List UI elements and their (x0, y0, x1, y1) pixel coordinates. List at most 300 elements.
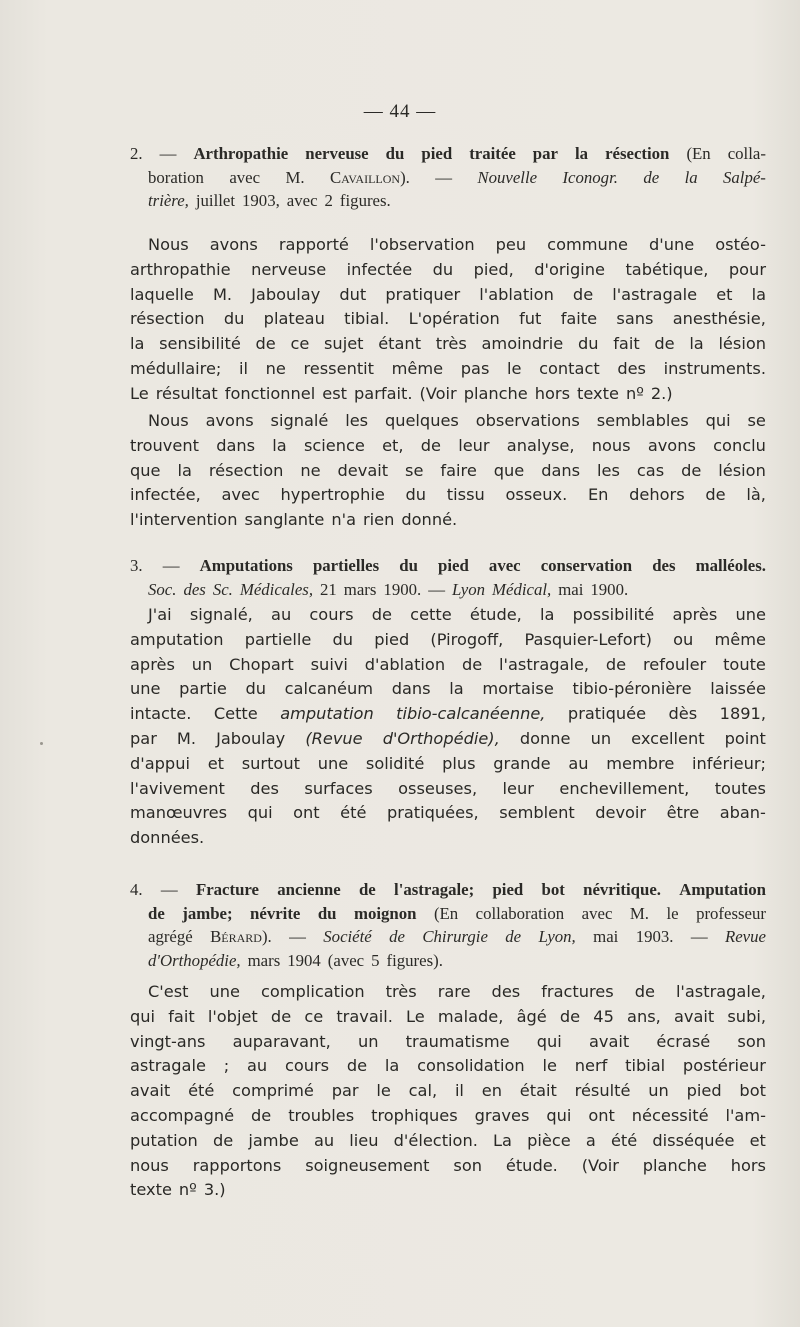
text-line (130, 409, 766, 434)
word: pièce (527, 1130, 571, 1150)
word: trophiques (371, 1105, 458, 1125)
word: solidité (365, 753, 425, 773)
word: consolidation (417, 1056, 525, 1076)
word: pied (686, 1081, 722, 1101)
word: pied (421, 144, 453, 163)
word: — (690, 927, 708, 947)
word: le (376, 1081, 391, 1101)
word: être (666, 803, 700, 823)
word: malade, (437, 1006, 504, 1026)
word: — (428, 579, 445, 599)
word: aban- (719, 803, 766, 823)
word: En (587, 485, 609, 505)
word: fonctionnel (224, 383, 316, 403)
word: l'astragale, (499, 654, 590, 674)
word: Amputations (199, 556, 293, 575)
word: les (345, 411, 369, 430)
word: ou (673, 629, 694, 649)
word: tibial (625, 1056, 666, 1076)
text-line (130, 980, 766, 1005)
text-line (130, 727, 766, 752)
word: et (716, 284, 733, 304)
word: avec (229, 167, 261, 187)
word: tissu (446, 485, 485, 505)
word: ostéo- (715, 235, 766, 254)
text-line (130, 603, 766, 628)
word: est (322, 383, 348, 403)
word: fractures (541, 982, 614, 1001)
word: et (207, 753, 224, 773)
word: juillet (195, 191, 236, 211)
word: des (652, 556, 676, 575)
word: Nouvelle (477, 167, 538, 187)
word: le (666, 903, 679, 923)
reference-line (130, 949, 766, 973)
word: texte (130, 1180, 172, 1200)
word: 4. (130, 880, 143, 899)
text-line (130, 653, 766, 678)
word: pratiquer (385, 284, 461, 304)
word: devoir (595, 803, 647, 823)
word: n'a (331, 510, 356, 530)
text-line (130, 777, 766, 802)
word: sensibilité (159, 334, 241, 354)
word: résection (130, 309, 205, 329)
text-line (130, 677, 766, 702)
word: jambe; (182, 903, 233, 923)
word: cas (636, 460, 665, 480)
word: de (559, 1006, 581, 1026)
word: la (575, 144, 589, 163)
word: laquelle (130, 284, 194, 304)
word: M. (176, 728, 197, 748)
word: d'ablation (364, 654, 446, 674)
word: planche (642, 1155, 707, 1175)
word: ont (293, 803, 320, 823)
word: étude, (469, 605, 522, 624)
word: il (239, 358, 249, 378)
word: qui (130, 1006, 156, 1026)
reference-line (130, 189, 766, 213)
reference-line (130, 142, 766, 166)
word: — (289, 927, 306, 947)
paper-speck (40, 742, 43, 745)
word: résultat (155, 383, 218, 403)
word: (Pirogoff, (430, 629, 504, 649)
word: et, (382, 435, 404, 455)
word: Cavaillon). (329, 167, 410, 187)
word: 1891, (719, 704, 766, 724)
word: après (130, 654, 175, 674)
word: médullaire; (130, 358, 222, 378)
word: résection (208, 460, 284, 480)
word: amoindrie (481, 334, 564, 354)
word: dut (339, 284, 367, 304)
paragraph (130, 603, 766, 851)
word: Bérard). (210, 927, 272, 947)
word: de (148, 903, 165, 923)
word: 5 (371, 950, 380, 970)
word: devait (337, 460, 389, 480)
word: pratiquées, (386, 803, 479, 823)
word: subi, (727, 1006, 766, 1026)
word: 1903, (242, 191, 280, 211)
word: postérieur (682, 1056, 766, 1076)
word: âgé (516, 1006, 547, 1026)
word: planche (463, 383, 528, 403)
word: 2.) (650, 383, 673, 403)
word: avec (581, 903, 613, 923)
reference-line (130, 554, 766, 578)
text-line (130, 434, 766, 459)
word: complication (260, 982, 365, 1001)
word: faire (440, 460, 477, 480)
word: 3.) (203, 1180, 226, 1200)
word: hors (730, 1155, 766, 1175)
word: écrasé (656, 1031, 711, 1051)
reference-entry-3 (130, 554, 766, 601)
word: Nous (148, 235, 189, 254)
word: de (358, 880, 376, 899)
word: Le (130, 383, 149, 403)
word: de (605, 654, 627, 674)
word: astragale (130, 1056, 206, 1076)
word: névritique. (583, 880, 661, 899)
word: de (212, 1130, 234, 1150)
word: (En (686, 144, 711, 163)
word: partielles (312, 556, 380, 575)
word: texte (577, 383, 619, 403)
word: observations (475, 411, 580, 430)
word: l'astragale, (675, 982, 766, 1001)
text-line (130, 1005, 766, 1030)
word: des (250, 778, 279, 798)
word: figures. (339, 191, 391, 211)
word: de (346, 1056, 368, 1076)
word: lieu (349, 1130, 379, 1150)
word: son (453, 1155, 483, 1175)
word: traumatisme (405, 1031, 510, 1051)
word: parfait. (354, 383, 413, 403)
word: nous (591, 435, 631, 455)
word: de (461, 654, 483, 674)
text-line (130, 357, 766, 382)
word: de (371, 605, 392, 624)
text-line (130, 628, 766, 653)
word: rapportons (192, 1155, 282, 1175)
word: la (540, 605, 555, 624)
word: le (507, 358, 522, 378)
word: ; (223, 1056, 230, 1076)
word: Jaboulay (251, 284, 321, 304)
text-line (130, 508, 766, 533)
word: laissée (710, 679, 766, 699)
word: du (432, 259, 454, 279)
word: par (130, 728, 157, 748)
word: Salpé- (723, 167, 766, 187)
word: dans (391, 679, 431, 699)
word: était (519, 1081, 557, 1101)
word: jambe (248, 1130, 299, 1150)
word: avait (673, 1006, 715, 1026)
word: nous (130, 1155, 169, 1175)
word: rare (437, 982, 471, 1001)
word: du (577, 334, 599, 354)
word: graves (474, 1105, 530, 1125)
word: ne (300, 460, 321, 480)
word: dehors (629, 485, 685, 505)
word: un (648, 1081, 669, 1101)
word: anesthésie, (672, 309, 766, 329)
word: accompagné (130, 1105, 235, 1125)
word: calcanéum (284, 679, 374, 699)
word: M. (629, 903, 649, 923)
word: infectée (346, 259, 413, 279)
word: l'astragale; (394, 880, 475, 899)
word: qui (247, 803, 273, 823)
text-line (130, 1030, 766, 1055)
word: cal, (408, 1081, 438, 1101)
word: mai (558, 579, 584, 599)
word: lésion (718, 334, 766, 354)
text-line (130, 1178, 766, 1203)
word: de (505, 927, 522, 947)
word: en (481, 1081, 502, 1101)
word: cours (284, 1056, 330, 1076)
word: fait (613, 334, 640, 354)
word: J'ai (148, 605, 172, 624)
word: et (749, 1130, 766, 1150)
word: — (160, 880, 178, 899)
word: 3. (130, 556, 143, 575)
word: d'élection. (393, 1130, 478, 1150)
word: Lyon (451, 579, 486, 599)
word: sujet (324, 334, 364, 354)
word: Nous (148, 411, 189, 430)
word: très (435, 334, 467, 354)
word: Médical, (492, 579, 552, 599)
word: conclu (713, 435, 766, 455)
word: (Voir (419, 383, 457, 403)
word: la (130, 334, 145, 354)
word: au (313, 1130, 335, 1150)
word: le (542, 1056, 557, 1076)
word: leur (458, 435, 490, 455)
word: résulté (574, 1081, 631, 1101)
page-number: — 44 — (363, 101, 437, 122)
word: plateau (263, 309, 325, 329)
word: agrégé (148, 927, 193, 947)
word: de (572, 284, 594, 304)
word: contact (539, 358, 600, 378)
word: 1903. (635, 927, 674, 947)
word: semblent (499, 803, 575, 823)
word: — (435, 167, 453, 187)
word: ont (588, 1105, 615, 1125)
word: trière, (148, 191, 189, 211)
word: la (177, 460, 192, 480)
word: étude. (505, 1155, 558, 1175)
word: un (357, 1031, 379, 1051)
word: données. (130, 828, 205, 848)
word: donné. (401, 510, 458, 530)
word: disséquée (652, 1130, 735, 1150)
word: tibio-calcanéenne, (396, 704, 546, 724)
word: de (389, 927, 405, 947)
word: de (681, 460, 702, 480)
word: nerveuse (251, 259, 327, 279)
word: fait (168, 1006, 195, 1026)
word: avait (588, 1031, 630, 1051)
word: vingt-ans (130, 1031, 206, 1051)
text-line (130, 332, 766, 357)
word: il (454, 1081, 464, 1101)
reference-line (130, 925, 766, 949)
word: d'appui (130, 753, 190, 773)
word: possibilité (572, 605, 655, 624)
text-line (130, 1129, 766, 1154)
word: les (597, 460, 620, 480)
word: C'est (148, 982, 189, 1001)
word: colla- (727, 144, 766, 163)
word: suivi (310, 654, 348, 674)
word: été (340, 803, 367, 823)
word: membre (606, 753, 675, 773)
word: 1904 (287, 950, 321, 970)
word: ce (290, 334, 310, 354)
word: surtout (241, 753, 300, 773)
text-line (130, 702, 766, 727)
text-line (130, 1154, 766, 1179)
word: du (317, 903, 337, 923)
word: cette (410, 605, 452, 624)
word: amputation (130, 629, 224, 649)
word: nerf (574, 1056, 608, 1076)
text-line (130, 826, 766, 851)
word: excellent (631, 728, 705, 748)
word: traitée (469, 144, 516, 163)
word: de (654, 334, 675, 354)
reference-line (130, 578, 766, 602)
word: toute (723, 654, 766, 674)
reference-line (130, 878, 766, 902)
word: après (672, 605, 718, 624)
word: un (191, 654, 213, 674)
word: d'Orthopédie), (382, 728, 500, 748)
word: analyse, (506, 435, 575, 455)
word: ans, (627, 1006, 661, 1026)
word: hors (534, 383, 571, 403)
word: cours (309, 605, 354, 624)
word: rapporté (278, 235, 349, 254)
word: Iconogr. (562, 167, 618, 187)
word: Jaboulay (216, 728, 286, 748)
word: une (317, 753, 349, 773)
word: auparavant, (232, 1031, 331, 1051)
word: par (532, 144, 558, 163)
word: manœuvres (130, 803, 228, 823)
word: pied, (473, 259, 514, 279)
word: trouvent (130, 435, 199, 455)
word: la (449, 679, 464, 699)
word: étant (378, 334, 422, 354)
word: dès (668, 704, 698, 724)
word: avec (488, 556, 521, 575)
word: (Revue (305, 728, 363, 748)
word: travail. (336, 1006, 393, 1026)
paragraph (130, 409, 766, 533)
text-line (130, 1054, 766, 1079)
word: pied (374, 629, 410, 649)
word: la (272, 435, 287, 455)
paragraph (130, 233, 766, 407)
word: ancienne (277, 880, 341, 899)
word: intacte. (130, 704, 192, 724)
word: qui (546, 1105, 572, 1125)
word: sanglante (244, 510, 325, 530)
word: la (384, 1056, 400, 1076)
word: au (246, 1056, 268, 1076)
word: de (255, 334, 276, 354)
text-line (130, 283, 766, 308)
word: se (405, 460, 424, 480)
word: Lyon, (538, 927, 576, 947)
word: très (385, 982, 417, 1001)
word: la (689, 334, 704, 354)
word: Société (323, 927, 372, 947)
reference-line (130, 166, 766, 190)
word: un (590, 728, 612, 748)
word: avait (130, 1081, 171, 1101)
word: 2 (324, 191, 333, 211)
word: mars (247, 950, 281, 970)
text-line (130, 382, 766, 407)
word: Sc. (212, 579, 233, 599)
word: peu (495, 235, 527, 254)
word: tabétique, (625, 259, 709, 279)
word: M. (212, 284, 233, 304)
word: 2. (130, 144, 143, 163)
word: arthropathie (130, 259, 231, 279)
word: l'ablation (479, 284, 554, 304)
word: névrite (250, 903, 301, 923)
text-line (130, 483, 766, 508)
word: Pasquier-Lefort) (524, 629, 652, 649)
word: ne (265, 358, 286, 378)
word: une (130, 679, 161, 699)
word: par (331, 1081, 359, 1101)
word: — (162, 556, 180, 575)
word: lésion (718, 460, 766, 480)
word: au (271, 605, 292, 624)
word: d'origine (534, 259, 605, 279)
word: même (714, 629, 766, 649)
word: putation (130, 1130, 198, 1150)
word: partielle (244, 629, 312, 649)
word: là, (746, 485, 766, 505)
word: (En (433, 903, 459, 923)
word: La (493, 1130, 512, 1150)
word: ressentit (303, 358, 375, 378)
word: Soc. (148, 579, 177, 599)
reference-entry-2 (130, 142, 766, 213)
word: enchevillement, (559, 778, 690, 798)
word: avec (286, 191, 318, 211)
word: collaboration (475, 903, 565, 923)
word: de (634, 982, 655, 1001)
word: l'astragale (612, 284, 698, 304)
text-line (130, 233, 766, 258)
